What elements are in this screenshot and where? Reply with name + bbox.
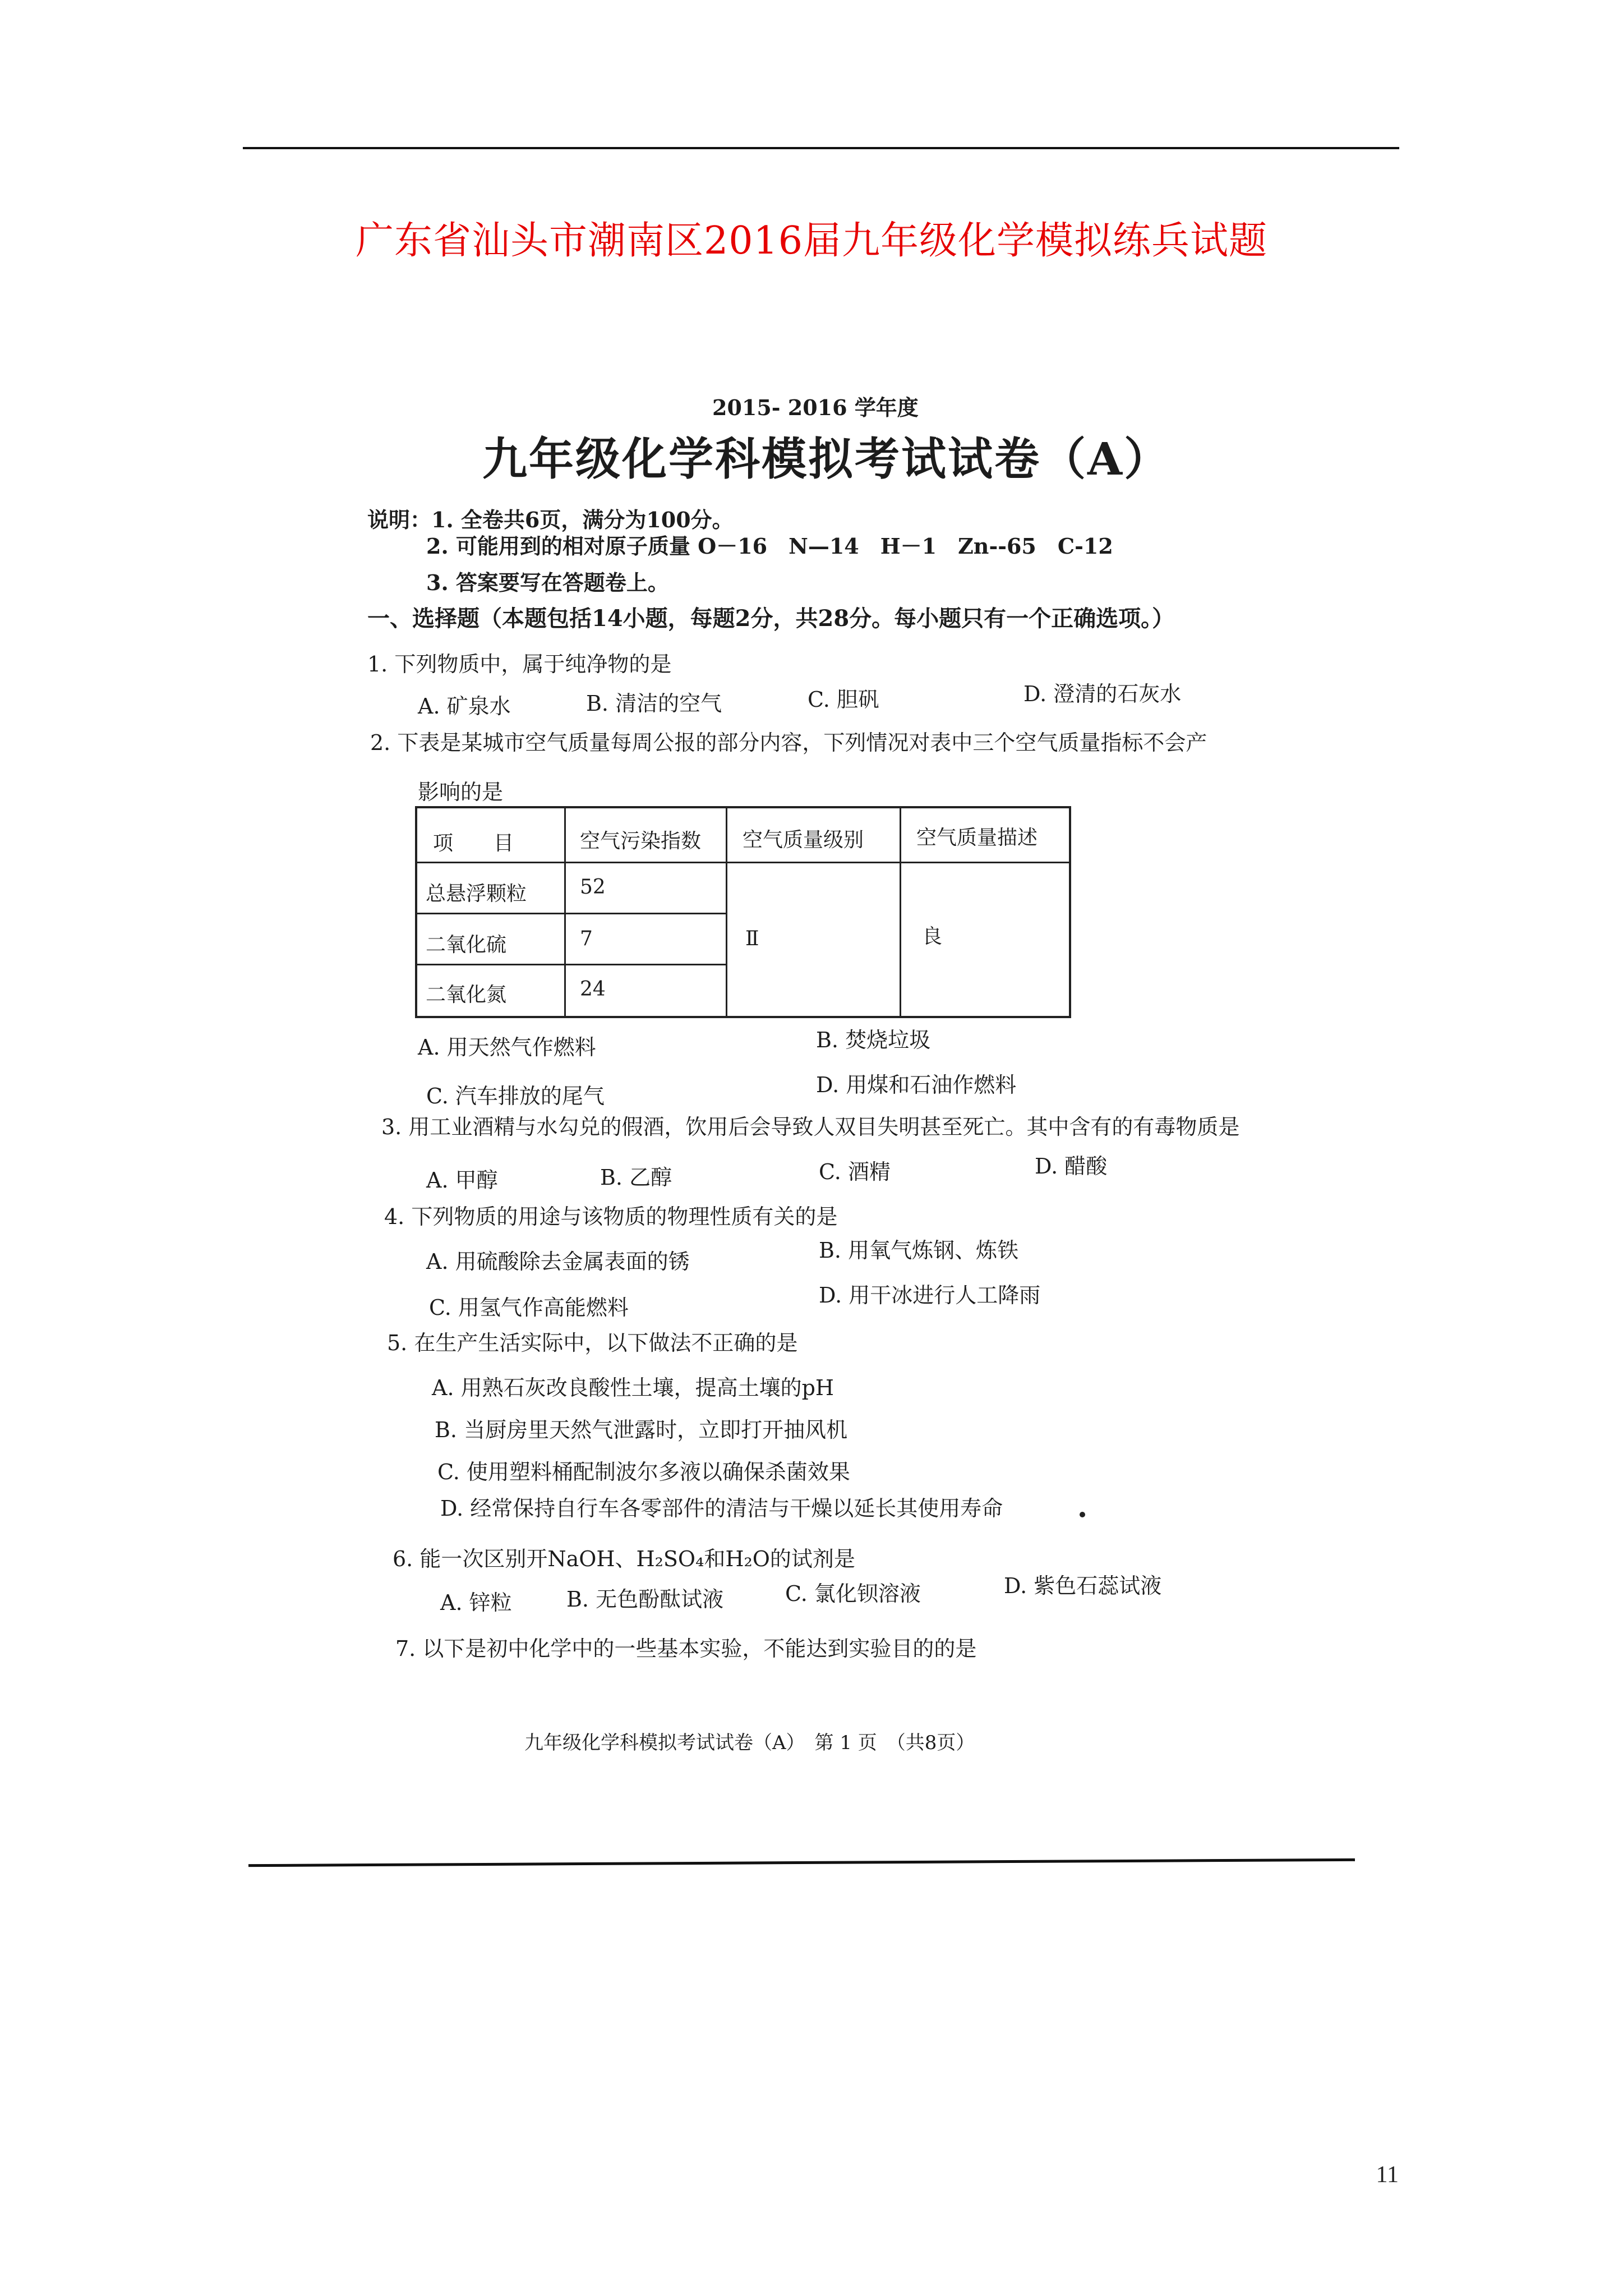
q3-option-d: D. 醋酸	[1035, 1154, 1108, 1179]
row-index: 7	[580, 927, 593, 950]
row-index: 24	[580, 978, 606, 1001]
q2-option-c: C. 汽车排放的尾气	[426, 1084, 605, 1108]
section-heading: 一、选择题（本题包括14小题，每题2分，共28分。每小题只有一个正确选项。）	[367, 605, 1175, 632]
question-4: 4. 下列物质的用途与该物质的物理性质有关的是	[384, 1204, 838, 1229]
q6-option-d: D. 紫色石蕊试液	[1004, 1573, 1162, 1598]
exam-title: 九年级化学科模拟考试试卷（A）	[482, 432, 1171, 485]
q4-option-d: D. 用干冰进行人工降雨	[819, 1283, 1041, 1308]
exam-footer: 九年级化学科模拟考试试卷（A） 第 1 页 （共8页）	[524, 1732, 975, 1754]
header-description: 空气质量描述	[916, 826, 1038, 849]
q2-option-a: A. 用天然气作燃料	[418, 1035, 596, 1060]
q1-option-c: C. 胆矾	[808, 687, 879, 712]
q3-option-b: B. 乙醇	[600, 1165, 672, 1190]
question-5: 5. 在生产生活实际中，以下做法不正确的是	[387, 1331, 798, 1355]
q3-option-a: A. 甲醇	[426, 1168, 498, 1193]
air-quality-description: 良	[922, 925, 943, 948]
q3-option-c: C. 酒精	[819, 1159, 891, 1184]
q5-option-c: C. 使用塑料桶配制波尔多液以确保杀菌效果	[437, 1460, 850, 1484]
q4-option-b: B. 用氧气炼钢、炼铁	[819, 1238, 1019, 1263]
q4-option-a: A. 用硫酸除去金属表面的锈	[426, 1249, 690, 1274]
q1-option-d: D. 澄清的石灰水	[1023, 682, 1182, 706]
q4-option-c: C. 用氢气作高能燃料	[429, 1295, 629, 1320]
question-3: 3. 用工业酒精与水勾兑的假酒，饮用后会导致人双目失明甚至死亡。其中含有的有毒物质是	[381, 1115, 1240, 1139]
note-3: 3. 答案要写在答题卷上。	[426, 570, 669, 595]
question-2-cont: 影响的是	[418, 780, 504, 804]
row-item: 总悬浮颗粒	[426, 882, 527, 905]
academic-year: 2015- 2016 学年度	[712, 395, 919, 420]
top-rule	[243, 147, 1399, 149]
q1-option-a: A. 矿泉水	[418, 694, 511, 719]
header-item: 项 目	[433, 832, 514, 855]
row-item: 二氧化氮	[426, 983, 507, 1006]
air-quality-table	[415, 806, 1071, 1018]
question-2: 2. 下表是某城市空气质量每周公报的部分内容，下列情况对表中三个空气质量指标不会产	[370, 730, 1207, 755]
q1-option-b: B. 清洁的空气	[586, 691, 722, 716]
row-item: 二氧化硫	[426, 933, 507, 956]
row-index: 52	[580, 876, 606, 899]
q5-option-b: B. 当厨房里天然气泄露时，立即打开抽风机	[435, 1418, 848, 1442]
q6-option-a: A. 锌粒	[440, 1590, 512, 1615]
q2-option-d: D. 用煤和石油作燃料	[816, 1073, 1017, 1097]
q5-option-a: A. 用熟石灰改良酸性土壤，提高土壤的pH	[432, 1375, 834, 1400]
speck	[1080, 1512, 1085, 1517]
air-quality-level: Ⅱ	[745, 927, 759, 950]
q6-option-b: B. 无色酚酞试液	[566, 1587, 724, 1612]
header-index: 空气污染指数	[580, 830, 702, 853]
header-level: 空气质量级别	[743, 829, 864, 852]
q2-option-b: B. 焚烧垃圾	[816, 1028, 931, 1052]
document-title: 广东省汕头市潮南区2016届九年级化学模拟练兵试题	[355, 219, 1268, 263]
q5-option-d: D. 经常保持自行车各零部件的清洁与干燥以延长其使用寿命	[440, 1496, 1003, 1521]
q6-option-c: C. 氯化钡溶液	[785, 1581, 921, 1606]
question-6: 6. 能一次区别开NaOH、H₂SO₄和H₂O的试剂是	[393, 1547, 855, 1571]
note-2: 2. 可能用到的相对原子质量 O－16 N—14 H－1 Zn--65 C-12	[426, 533, 1113, 559]
question-7: 7. 以下是初中化学中的一些基本实验，不能达到实验目的的是	[395, 1636, 977, 1661]
note-1: 说明：1. 全卷共6页，满分为100分。	[367, 507, 734, 532]
question-1: 1. 下列物质中，属于纯净物的是	[367, 652, 672, 677]
bottom-rule	[248, 1858, 1355, 1867]
page-number: 11	[1376, 2162, 1399, 2188]
